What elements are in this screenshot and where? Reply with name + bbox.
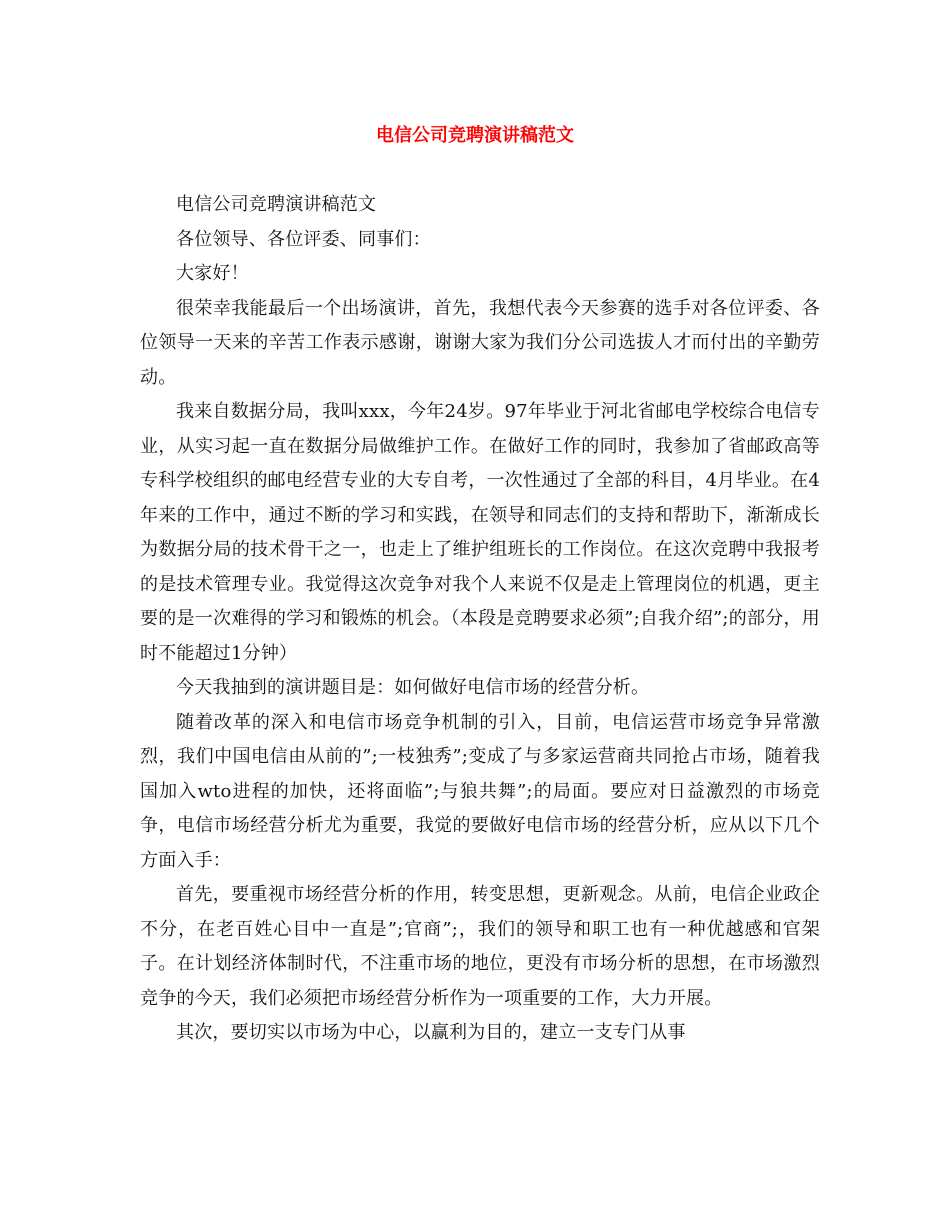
paragraph-salutation: 各位领导、各位评委、同事们： bbox=[176, 228, 431, 250]
document-body bbox=[140, 188, 820, 1051]
paragraph-market-context: 随着改革的深入和电信市场竞争机制的引入，目前，电信运营市场竞争异常激烈，我们中国电信由从前的”;一枝独秀”;变成了与多家运营商共同抢占市场，随着我国加入wto进程的加快，还将面临”;与狼共舞”;的局面。要应对日益激烈的市场竞争，电信市场经营分析尤为重要，我觉的要做好电信市场的经营分析，应从以下几个方面入手： bbox=[140, 711, 820, 871]
paragraph-second-point: 其次，要切实以市场为中心，以赢利为目的，建立一支专门从事 bbox=[176, 1022, 686, 1043]
paragraph-thanks: 很荣幸我能最后一个出场演讲，首先，我想代表今天参赛的选手对各位评委、各位领导一天来的辛苦工作表示感谢，谢谢大家为我们分公司选拔人才而付出的辛勤劳动。 bbox=[140, 297, 820, 388]
paragraph-topic: 今天我抽到的演讲题目是：如何做好电信市场的经营分析。 bbox=[176, 677, 650, 698]
document-title: 电信公司竞聘演讲稿范文 bbox=[376, 125, 574, 146]
paragraph-heading: 电信公司竞聘演讲稿范文 bbox=[176, 194, 377, 215]
paragraph-self-introduction: 我来自数据分局，我叫xxx，今年24岁。97年毕业于河北省邮电学校综合电信专业，从实习起一直在数据分局做维护工作。在做好工作的同时，我参加了省邮政高等专科学校组织的邮电经营专业的大专自考，一次性通过了全部的科目，4月毕业。在4年来的工作中，通过不断的学习和实践，在领导和同志们的支持和帮助下，渐渐成长为数据分局的技术骨干之一，也走上了维护组班长的工作岗位。在这次竞聘中我报考的是技术管理专业。我觉得这次竞争对我个人来说不仅是走上管理岗位的机遇，更主要的是一次难得的学习和锻炼的机会。（本段是竞聘要求必须”;自我介绍”;的部分，用时不能超过1分钟） bbox=[140, 401, 820, 664]
paragraph-greeting: 大家好！ bbox=[176, 263, 249, 284]
paragraph-first-point: 首先，要重视市场经营分析的作用，转变思想，更新观念。从前，电信企业政企不分，在老百姓心目中一直是”;官商”;，我们的领导和职工也有一种优越感和官架子。在计划经济体制时代，不注重市场的地位，更没有市场分析的思想，在市场激烈竞争的今天，我们必须把市场经营分析作为一项重要的工作，大力开展。 bbox=[140, 884, 820, 1009]
